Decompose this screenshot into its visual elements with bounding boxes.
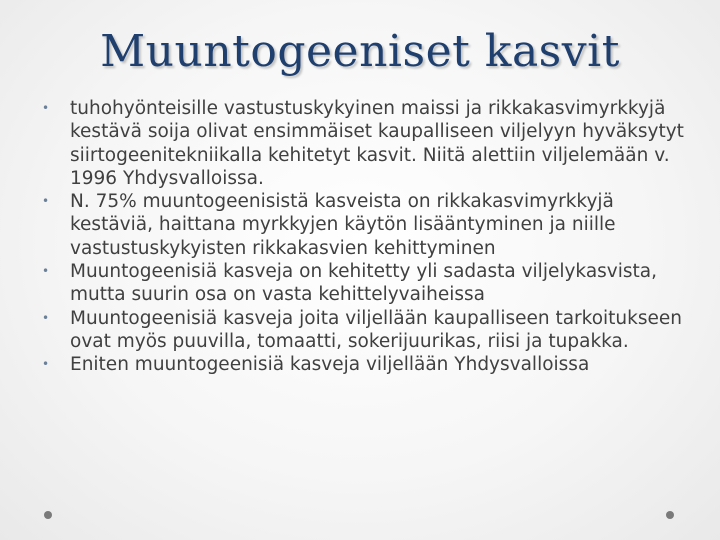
bullet-text: Eniten muuntogeenisiä kasveja viljellään Yhdysvalloissa <box>70 354 590 376</box>
bullet-item <box>40 97 690 190</box>
bullet-item <box>40 307 690 354</box>
slide-title: Muuntogeeniset kasvit <box>100 26 620 77</box>
bullet-item <box>40 190 690 260</box>
bullet-item <box>40 260 690 307</box>
bullet-text: N. 75% muuntogeenisistä kasveista on rikkakasvimyrkkyjä kestäviä, haittana myrkkyjen käytön lisääntyminen ja niille vastustuskykyisten rikkakasvien kehittyminen <box>70 191 616 259</box>
bullet-marker: • <box>42 310 50 325</box>
bullet-marker: • <box>42 101 50 115</box>
bullet-marker: • <box>42 357 50 372</box>
bullet-text: Muuntogeenisiä kasveja joita viljellään kaupalliseen tarkoitukseen ovat myös puuvilla, tomaatti, sokerijuurikas, riisi ja tupakka. <box>70 307 682 352</box>
decorative-dot-right <box>666 511 674 519</box>
bullet-list <box>40 97 690 377</box>
bullet-marker: • <box>42 194 50 209</box>
bullet-text: Muuntogeenisiä kasveja on kehitetty yli sadasta viljelykasvista, mutta suurin osa on vasta kehittelyvaiheissa <box>70 261 657 306</box>
decorative-dot-left <box>44 511 52 519</box>
bullet-item <box>40 353 690 376</box>
bullet-text: tuhohyönteisille vastustuskykyinen maissi ja rikkakasvimyrkkyjä kestävä soija olivat ensimmäiset kaupalliseen viljelyyn hyväksytyt siirtogeenitekniikalla kehitetyt kasvit. Niitä alettiin viljelemään v. 1996 Yhdysvalloissa. <box>70 98 684 189</box>
bullet-marker: • <box>42 264 50 279</box>
